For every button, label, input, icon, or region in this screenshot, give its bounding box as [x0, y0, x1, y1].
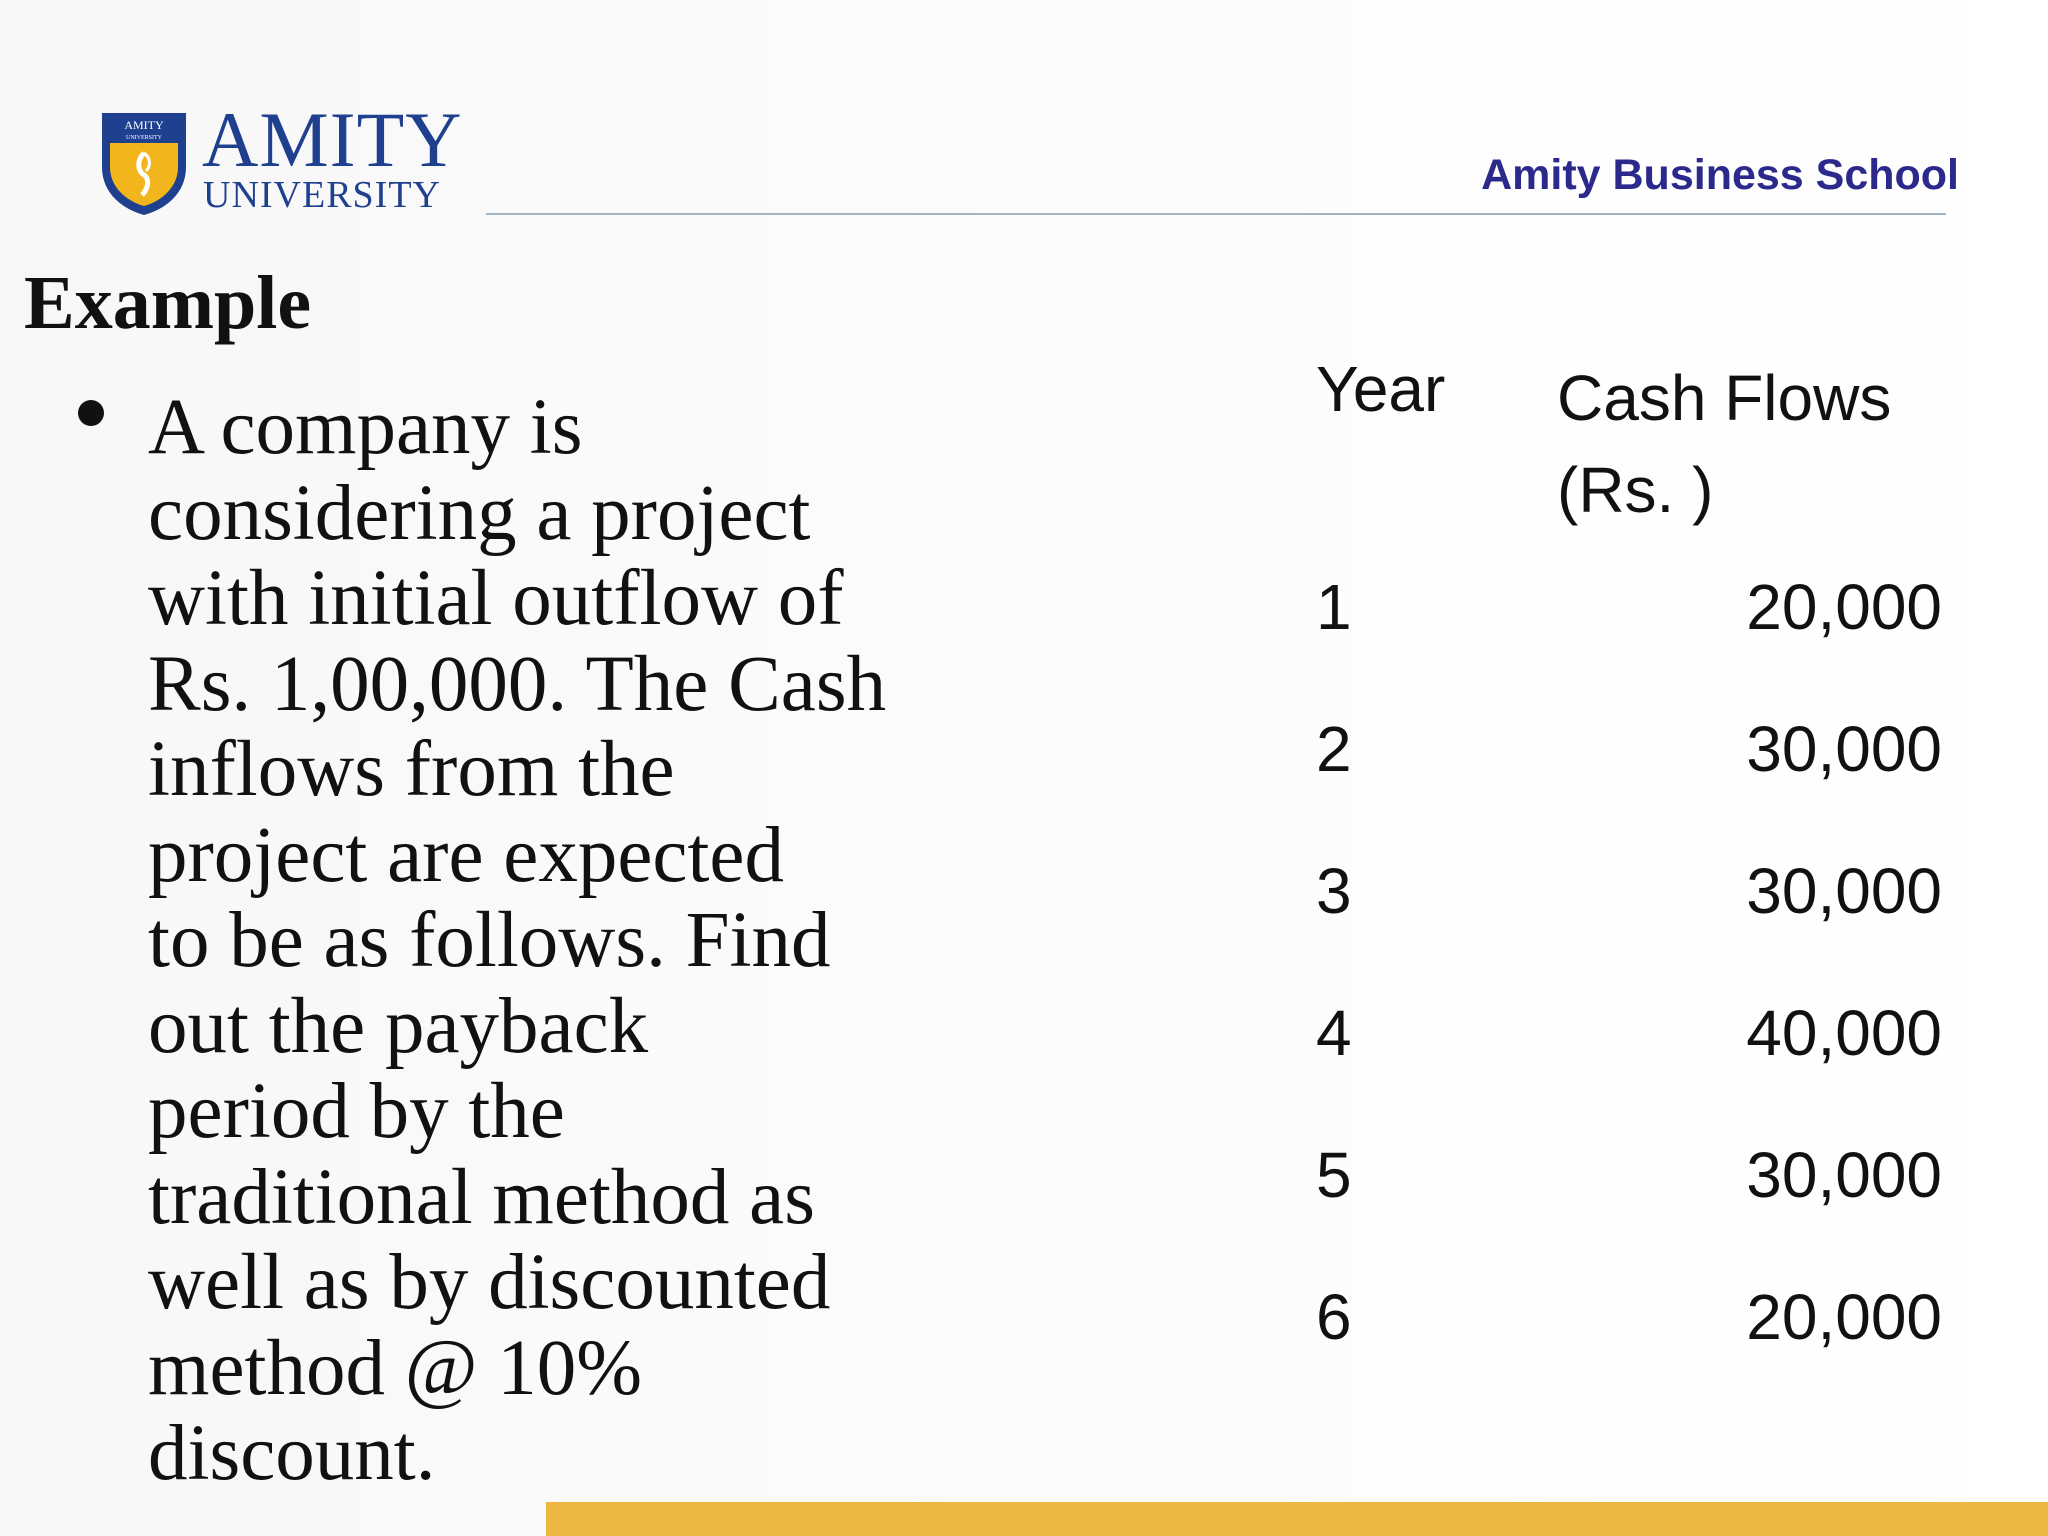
year-cell: 5: [1316, 1139, 1352, 1211]
footer-accent-bar: [546, 1502, 2048, 1536]
bullet-line: inflows from the: [148, 726, 675, 813]
year-cell: 2: [1316, 713, 1352, 785]
header-divider: [486, 213, 1946, 215]
bullet-line: well as by discounted: [148, 1239, 831, 1326]
slide-title: Example: [24, 261, 312, 345]
bullet-paragraph: [148, 385, 948, 1497]
bullet-line: considering a project: [148, 469, 811, 557]
cash-flow-cell: 20,000: [1746, 571, 1942, 643]
bullet-line: out the payback: [148, 982, 649, 1070]
bullet-line: with initial outflow of: [148, 555, 844, 642]
cash-flow-cell: 30,000: [1746, 855, 1942, 927]
bullet-icon: [78, 400, 104, 426]
cash-flow-table: [1316, 352, 1942, 1352]
bullet-line: discount.: [148, 1410, 436, 1497]
cash-flow-cell: 30,000: [1746, 713, 1942, 785]
shield-sublabel: UNIVERSITY: [126, 135, 162, 141]
table-row: [1316, 851, 1942, 931]
year-cell: 4: [1316, 997, 1352, 1069]
cash-flow-cell: 40,000: [1746, 997, 1942, 1069]
year-cell: 3: [1316, 855, 1352, 927]
bullet-line: method @ 10%: [148, 1324, 643, 1412]
bullet-line: period by the: [148, 1068, 565, 1155]
year-cell: 1: [1316, 571, 1352, 643]
logo-subtitle: UNIVERSITY: [203, 174, 441, 216]
table-header-cash-flows-label: Cash Flows: [1557, 362, 1892, 434]
bullet-line: A company is: [148, 384, 583, 471]
table-row: [1316, 1135, 1942, 1215]
cash-flow-cell: 20,000: [1746, 1281, 1942, 1353]
bullet-line: traditional method as: [148, 1153, 815, 1241]
table-row: [1316, 1277, 1942, 1357]
table-header-cash-flows: [1557, 352, 1891, 536]
table-header-year: Year: [1316, 353, 1446, 425]
bullet-line: Rs. 1,00,000. The Cash: [148, 640, 887, 728]
school-name: Amity Business School: [1481, 151, 1959, 199]
logo-wordmark: AMITY: [202, 96, 463, 183]
table-row: [1316, 709, 1942, 789]
shield-emblem-icon: [98, 109, 190, 217]
bullet-line: project are expected: [148, 811, 784, 899]
table-row: [1316, 993, 1942, 1073]
table-row: [1316, 567, 1942, 647]
cash-flow-cell: 30,000: [1746, 1139, 1942, 1211]
bullet-line: to be as follows. Find: [148, 897, 831, 984]
year-cell: 6: [1316, 1281, 1352, 1353]
table-header-cash-flows-unit: (Rs. ): [1557, 454, 1714, 526]
amity-university-logo: [98, 96, 463, 217]
shield-label: AMITY: [124, 118, 164, 132]
